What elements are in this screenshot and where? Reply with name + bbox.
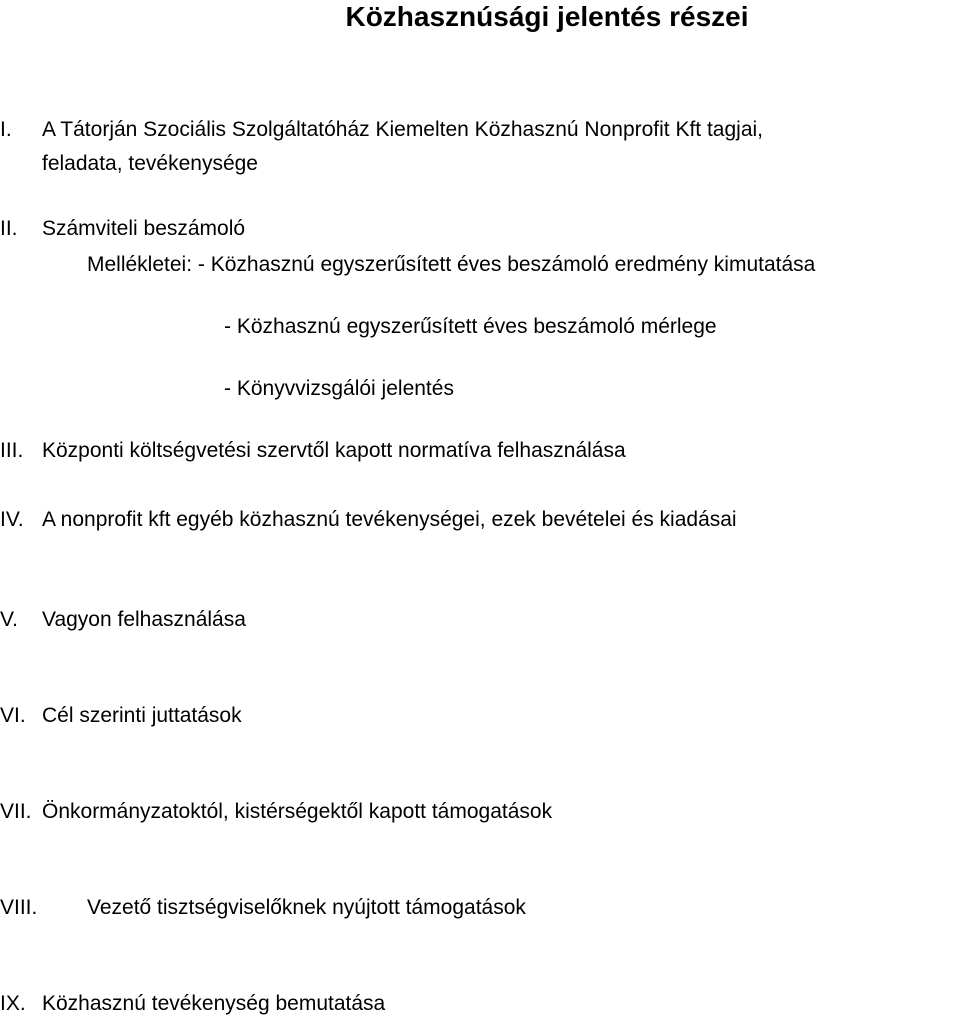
section-number-7: VII. [0,800,32,823]
section-number-3: III. [0,439,24,462]
section-2-line-1: Számviteli beszámoló [42,217,246,240]
section-6-line-1: Cél szerinti juttatások [42,704,242,727]
section-number-5: V. [0,608,18,631]
section-2-attachments-line: Mellékletei: - Közhasznú egyszerűsített éves beszámoló eredmény kimutatása [87,253,816,276]
section-8-line-1: Vezető tisztségviselőknek nyújtott támogatások [87,896,526,919]
section-number-2: II. [0,217,18,240]
document-title: Közhasznúsági jelentés részei [345,1,749,32]
section-7-line-1: Önkormányzatoktól, kistérségektől kapott támogatások [42,800,553,823]
section-number-8: VIII. [0,896,38,919]
section-number-9: IX. [0,992,26,1015]
section-1-line-2: feladata, tevékenysége [42,152,258,175]
section-2-attachment-audit: - Könyvvizsgálói jelentés [224,377,454,400]
section-number-1: I. [0,118,12,141]
section-9-line-1: Közhasznú tevékenység bemutatása [42,992,386,1015]
section-3-line-1: Központi költségvetési szervtől kapott normatíva felhasználása [42,439,626,462]
section-4-line-1: A nonprofit kft egyéb közhasznú tevékenységei, ezek bevételei és kiadásai [42,508,737,531]
section-number-6: VI. [0,704,26,727]
section-number-4: IV. [0,508,24,531]
section-1-line-1: A Tátorján Szociális Szolgáltatóház Kiemelten Közhasznú Nonprofit Kft tagjai, [42,118,764,141]
section-2-attachment-balance: - Közhasznú egyszerűsített éves beszámoló mérlege [224,315,717,338]
section-5-line-1: Vagyon felhasználása [42,608,246,631]
